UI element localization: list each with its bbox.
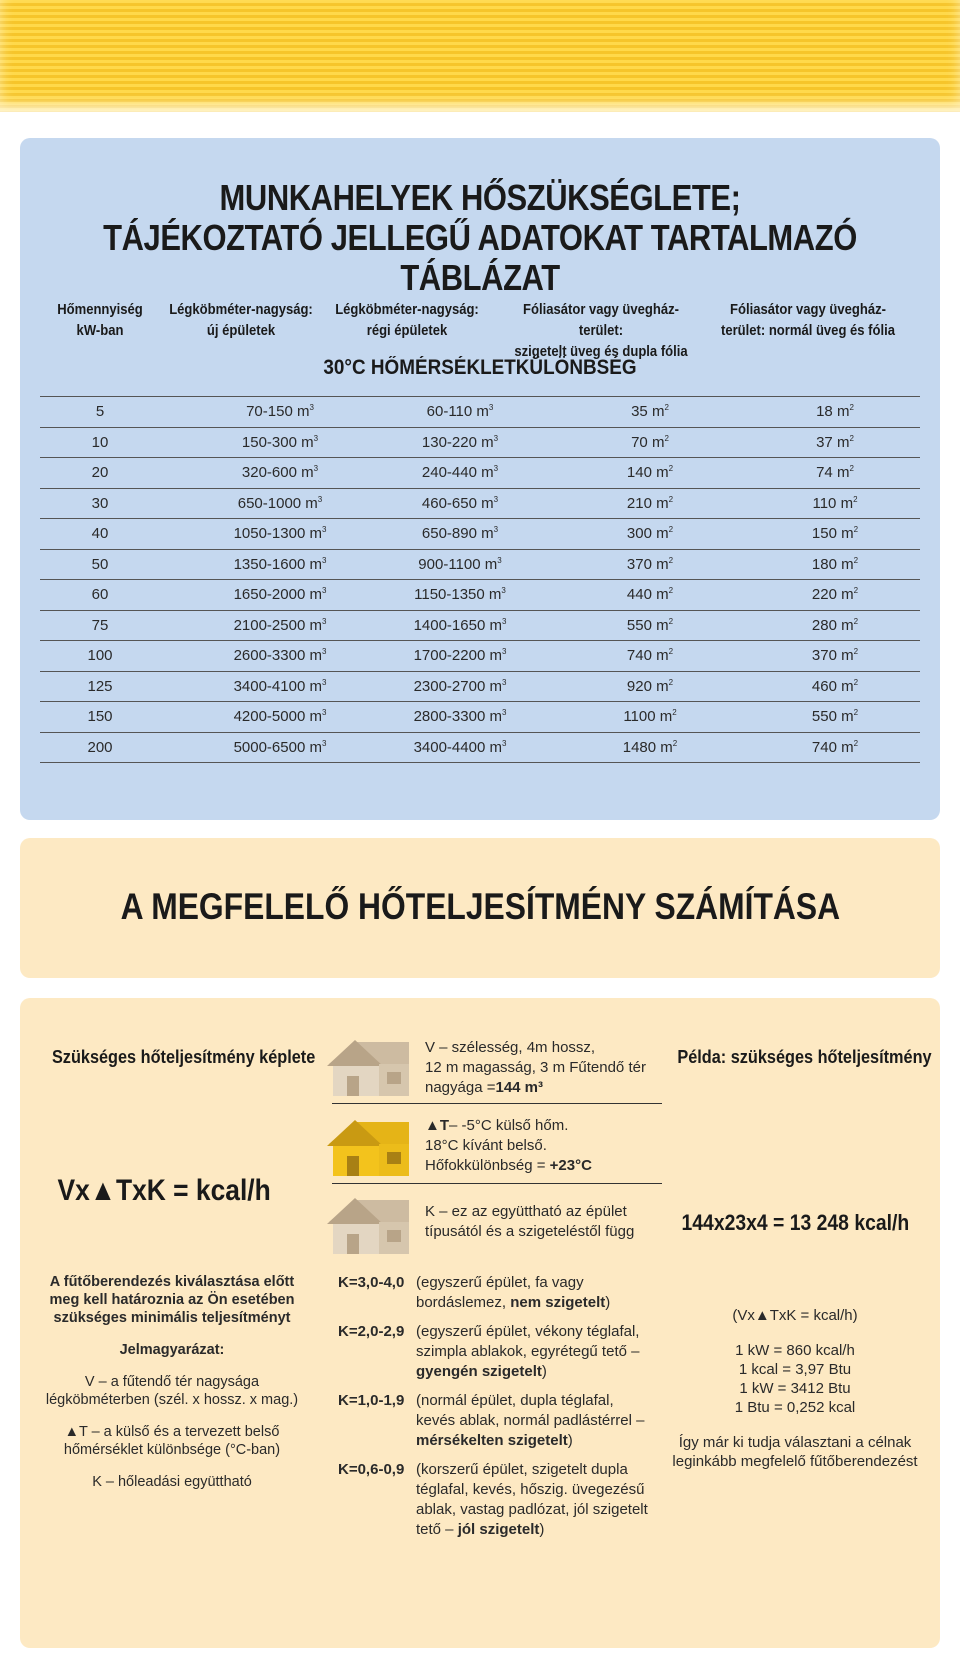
formula-repeat: (Vx▲TxK = kcal/h)	[732, 1307, 858, 1324]
coefficient-list	[338, 1273, 648, 1549]
cell-old-buildings: 1400-1650 $m^3$	[413, 616, 507, 634]
cell-normal-greenhouse: 220 $m^2$	[811, 586, 859, 603]
cell-new-buildings: 70-150 $m^3$	[246, 403, 314, 420]
cell-normal-greenhouse: 370 $m^2$	[811, 647, 859, 664]
divider	[332, 1183, 662, 1184]
section-title: A MEGFELELŐ HŐTELJESÍTMÉNY SZÁMÍTÁSA	[120, 886, 840, 927]
unit-exponent: 2	[849, 433, 854, 443]
calculation-title-panel	[20, 838, 940, 978]
cell-old-buildings: 60-110 $m^3$	[426, 403, 494, 420]
coefficient-description: (egyszerű épület, vékony téglafal, szimpla ablakok, egyrétegű tető –	[416, 1323, 640, 1360]
cell-kw: 150	[87, 708, 113, 725]
unit-exponent: 3	[317, 494, 323, 504]
column-header-insulated-greenhouse: Fóliasátor vagy üvegház-terület: szigetelt üveg és dupla fólia	[514, 302, 688, 360]
cell-normal-greenhouse: 280 $m^2$	[811, 616, 859, 634]
page-title	[20, 178, 940, 298]
cell-new-buildings: 3400-4100 $m^3$	[233, 677, 327, 695]
table-row	[40, 701, 920, 732]
coefficient-range: K=2,0-2,9	[338, 1323, 405, 1340]
cell-new-buildings: 1350-1600 $m^3$	[233, 555, 327, 573]
cell-insulated-greenhouse: 300 $m^2$	[626, 525, 674, 542]
cell-kw: 40	[91, 525, 109, 542]
unit-conversions: 1 kW = 860 kcal/h 1 kcal = 3,97 Btu 1 kW = 3412 Btu 1 Btu = 0,252 kcal	[734, 1342, 856, 1416]
cell-new-buildings: 650-1000 $m^3$	[237, 494, 323, 512]
cell-old-buildings: 3400-4400 $m^3$	[413, 738, 507, 756]
column-header-kw: Hőmennyiség kW-ban	[57, 302, 143, 339]
insulation-level: gyengén szigetelt	[416, 1363, 542, 1380]
unit-exponent: 2	[668, 494, 674, 504]
formula-heading: Szükséges hőteljesítmény képlete	[51, 1046, 316, 1067]
cell-old-buildings: 460-650 $m^3$	[421, 494, 499, 512]
legend-k: K – hőleadási együttható	[92, 1474, 252, 1490]
cell-normal-greenhouse: 18 $m^2$	[816, 403, 854, 420]
cell-insulated-greenhouse: 70 $m^2$	[631, 433, 669, 451]
cell-new-buildings: 5000-6500 $m^3$	[233, 738, 327, 756]
cell-kw: 10	[91, 433, 109, 451]
cell-old-buildings: 240-440 $m^3$	[421, 464, 499, 481]
cell-insulated-greenhouse: 140 $m^2$	[626, 464, 674, 481]
table-row	[40, 640, 920, 671]
table-row	[40, 671, 920, 702]
heat-demand-table	[40, 396, 920, 763]
cell-new-buildings: 1050-1300 $m^3$	[233, 525, 327, 542]
unit-exponent: 2	[672, 738, 678, 748]
cell-insulated-greenhouse: 210 $m^2$	[626, 494, 674, 512]
column-header-normal-greenhouse: Fóliasátor vagy üvegház- terület: normál üveg és fólia	[720, 302, 896, 339]
unit-exponent: 3	[493, 525, 499, 534]
legend-dt: ▲T – a külső és a tervezett belső hőmérséklet különbsége (°C-ban)	[63, 1424, 281, 1458]
coefficient-range: K=1,0-1,9	[338, 1392, 405, 1409]
unit-exponent: 2	[853, 616, 859, 626]
unit-exponent: 2	[853, 586, 859, 595]
unit-exponent: 3	[321, 586, 327, 595]
unit-exponent: 3	[313, 464, 319, 473]
table-row	[40, 579, 920, 610]
legend-v: V – a fűtendő tér nagysága légköbméterben (szél. x hossz. x mag.)	[45, 1374, 299, 1408]
unit-exponent: 2	[853, 525, 859, 534]
cell-old-buildings: 900-1100 $m^3$	[418, 555, 502, 573]
column-header-old-buildings: Légköbméter-nagyság: régi épületek	[335, 302, 479, 339]
cell-kw: 20	[91, 464, 109, 481]
unit-exponent: 2	[853, 677, 859, 687]
unit-exponent: 2	[668, 647, 674, 656]
table-row	[40, 457, 920, 488]
banner-fade	[0, 100, 960, 130]
cell-kw: 5	[95, 403, 105, 420]
cell-old-buildings: 1150-1350 $m^3$	[414, 586, 506, 603]
example-heading: Példa: szükséges hőteljesítmény	[677, 1046, 932, 1067]
cell-new-buildings: 4200-5000 $m^3$	[233, 708, 327, 725]
unit-exponent: 2	[853, 494, 858, 504]
table-row	[40, 396, 920, 427]
coefficient-item	[338, 1322, 648, 1382]
unit-exponent: 2	[853, 555, 859, 565]
cell-old-buildings: 650-890 $m^3$	[421, 525, 499, 542]
unit-exponent: 2	[672, 708, 677, 717]
cell-insulated-greenhouse: 740 $m^2$	[626, 647, 674, 664]
coefficient-range: K=0,6-0,9	[338, 1461, 405, 1478]
unit-exponent: 3	[488, 403, 494, 412]
unit-exponent: 2	[668, 525, 674, 534]
coefficient-description: (korszerű épület, szigetelt dupla téglafal, kevés, hőszig. üvegezésű ablak, vastag padlózat, jól szigetelt tető –	[416, 1461, 648, 1538]
unit-exponent: 3	[501, 647, 507, 656]
unit-exponent: 3	[501, 586, 506, 595]
divider	[332, 1103, 662, 1104]
coefficient-range: K=3,0-4,0	[338, 1274, 405, 1291]
example-result: 144x23x4 = 13 248 kcal/h	[681, 1210, 909, 1235]
unit-exponent: 2	[668, 677, 674, 687]
house-insulation-icon	[325, 1194, 413, 1258]
calculation-panel	[20, 998, 940, 1648]
unit-exponent: 3	[321, 616, 327, 626]
unit-exponent: 2	[668, 555, 674, 565]
unit-exponent: 2	[668, 586, 674, 595]
volume-explanation: V – szélesség, 4m hossz, 12 m magasság, 3 m Fűtendő tér nagyága =144 m³	[425, 1039, 646, 1096]
unit-exponent: 2	[853, 738, 859, 748]
heat-demand-panel	[20, 138, 940, 820]
table-row	[40, 488, 920, 519]
cell-kw: 75	[91, 616, 109, 634]
cell-new-buildings: 2100-2500 $m^3$	[233, 616, 327, 634]
coefficient-closing: )	[541, 1363, 547, 1380]
insulation-level: jól szigetelt	[457, 1521, 540, 1538]
unit-exponent: 2	[853, 708, 859, 717]
unit-exponent: 3	[501, 677, 507, 687]
unit-exponent: 3	[321, 677, 327, 687]
coefficient-closing: )	[605, 1294, 611, 1311]
coefficient-item	[338, 1273, 648, 1313]
coefficient-item	[338, 1460, 648, 1540]
cell-normal-greenhouse: 74 $m^2$	[816, 464, 854, 481]
insulation-level: nem szigetelt	[510, 1294, 606, 1311]
cell-kw: 100	[87, 647, 113, 664]
cell-insulated-greenhouse: 920 $m^2$	[626, 677, 674, 695]
cell-insulated-greenhouse: 1100 $m^2$	[623, 708, 677, 725]
unit-exponent: 2	[853, 647, 859, 656]
unit-exponent: 3	[321, 555, 327, 565]
cell-kw: 125	[87, 677, 113, 695]
coefficient-description: (normál épület, dupla téglafal, kevés ablak, normál padlástérrel –	[416, 1392, 645, 1429]
coefficient-closing: )	[567, 1432, 573, 1449]
coefficient-explanation: K – ez az együttható az épület típusától és a szigeteléstől függ	[425, 1203, 635, 1240]
cell-normal-greenhouse: 110 $m^2$	[812, 494, 858, 512]
unit-exponent: 2	[849, 464, 854, 473]
cell-kw: 200	[87, 738, 113, 756]
unit-exponent: 2	[849, 403, 854, 412]
title-line-2: TÁJÉKOZTATÓ JELLEGŰ ADATOKAT TARTALMAZÓ TÁBLÁZAT	[103, 217, 857, 298]
unit-exponent: 3	[321, 708, 327, 717]
cell-insulated-greenhouse: 1480 $m^2$	[622, 738, 678, 756]
unit-exponent: 3	[501, 738, 507, 748]
unit-exponent: 3	[321, 647, 327, 656]
unit-exponent: 3	[493, 494, 499, 504]
cell-old-buildings: 1700-2200 $m^3$	[413, 647, 507, 664]
cell-new-buildings: 150-300 $m^3$	[241, 433, 319, 451]
unit-exponent: 3	[313, 433, 319, 443]
cell-old-buildings: 2300-2700 $m^3$	[413, 677, 507, 695]
table-row	[40, 549, 920, 580]
unit-exponent: 2	[668, 464, 674, 473]
unit-exponent: 3	[497, 555, 502, 565]
coefficient-closing: )	[539, 1521, 545, 1538]
table-column-headers	[40, 300, 920, 360]
cell-new-buildings: 2600-3300 $m^3$	[233, 647, 327, 664]
cell-kw: 50	[91, 555, 109, 573]
cell-insulated-greenhouse: 440 $m^2$	[626, 586, 674, 603]
title-line-1: MUNKAHELYEK HŐSZÜKSÉGLETE;	[219, 177, 741, 218]
intro-text: A fűtőberendezés kiválasztása előtt meg kell határoznia az Ön esetében szükséges minimális teljesítményt	[49, 1274, 295, 1326]
unit-exponent: 3	[493, 433, 499, 443]
table-row	[40, 610, 920, 641]
legend-notes	[34, 1273, 310, 1505]
cell-kw: 30	[91, 494, 109, 512]
unit-exponent: 3	[321, 738, 327, 748]
temperature-difference-label: 30°C HŐMÉRSÉKLETKÜLÖNBSÉG	[323, 356, 637, 379]
column-header-new-buildings: Légköbméter-nagyság: új épületek	[169, 302, 313, 339]
cell-normal-greenhouse: 180 $m^2$	[811, 555, 859, 573]
decorative-stripe-banner	[0, 0, 960, 112]
cell-new-buildings: 320-600 $m^3$	[241, 464, 319, 481]
legend-title: Jelmagyarázat:	[119, 1342, 225, 1358]
conversion-notes	[660, 1306, 930, 1487]
table-row	[40, 518, 920, 549]
table-row	[40, 427, 920, 458]
cell-normal-greenhouse: 150 $m^2$	[811, 525, 859, 542]
insulation-level: mérsékelten szigetelt	[416, 1432, 568, 1449]
cell-old-buildings: 2800-3300 $m^3$	[413, 708, 507, 725]
unit-exponent: 3	[309, 403, 314, 412]
closing-text: Így már ki tudja választani a célnak leginkább megfelelő fűtőberendezést	[672, 1434, 918, 1470]
cell-insulated-greenhouse: 550 $m^2$	[626, 616, 674, 634]
formula: Vx▲TxK = kcal/h	[57, 1174, 271, 1207]
cell-insulated-greenhouse: 35 $m^2$	[631, 403, 669, 420]
house-volume-icon	[325, 1036, 413, 1100]
cell-normal-greenhouse: 550 $m^2$	[811, 708, 859, 725]
unit-exponent: 2	[668, 616, 674, 626]
coefficient-item	[338, 1391, 648, 1451]
unit-exponent: 2	[664, 403, 669, 412]
unit-exponent: 3	[501, 708, 507, 717]
cell-normal-greenhouse: 740 $m^2$	[811, 738, 859, 756]
cell-insulated-greenhouse: 370 $m^2$	[626, 555, 674, 573]
unit-exponent: 2	[664, 433, 669, 443]
table-row	[40, 732, 920, 764]
unit-exponent: 3	[493, 464, 499, 473]
unit-exponent: 3	[321, 525, 327, 534]
temperature-explanation: ▲T– -5°C külső hőm. 18°C kívánt belső. Hőfokkülönbség = +23°C	[425, 1117, 592, 1174]
house-temperature-icon	[325, 1116, 413, 1180]
cell-normal-greenhouse: 37 $m^2$	[816, 433, 854, 451]
cell-normal-greenhouse: 460 $m^2$	[811, 677, 859, 695]
coefficient-description: (egyszerű épület, fa vagy bordáslemez,	[416, 1274, 584, 1311]
cell-kw: 60	[91, 586, 109, 603]
unit-exponent: 3	[501, 616, 507, 626]
cell-new-buildings: 1650-2000 $m^3$	[233, 586, 327, 603]
cell-old-buildings: 130-220 $m^3$	[421, 433, 499, 451]
